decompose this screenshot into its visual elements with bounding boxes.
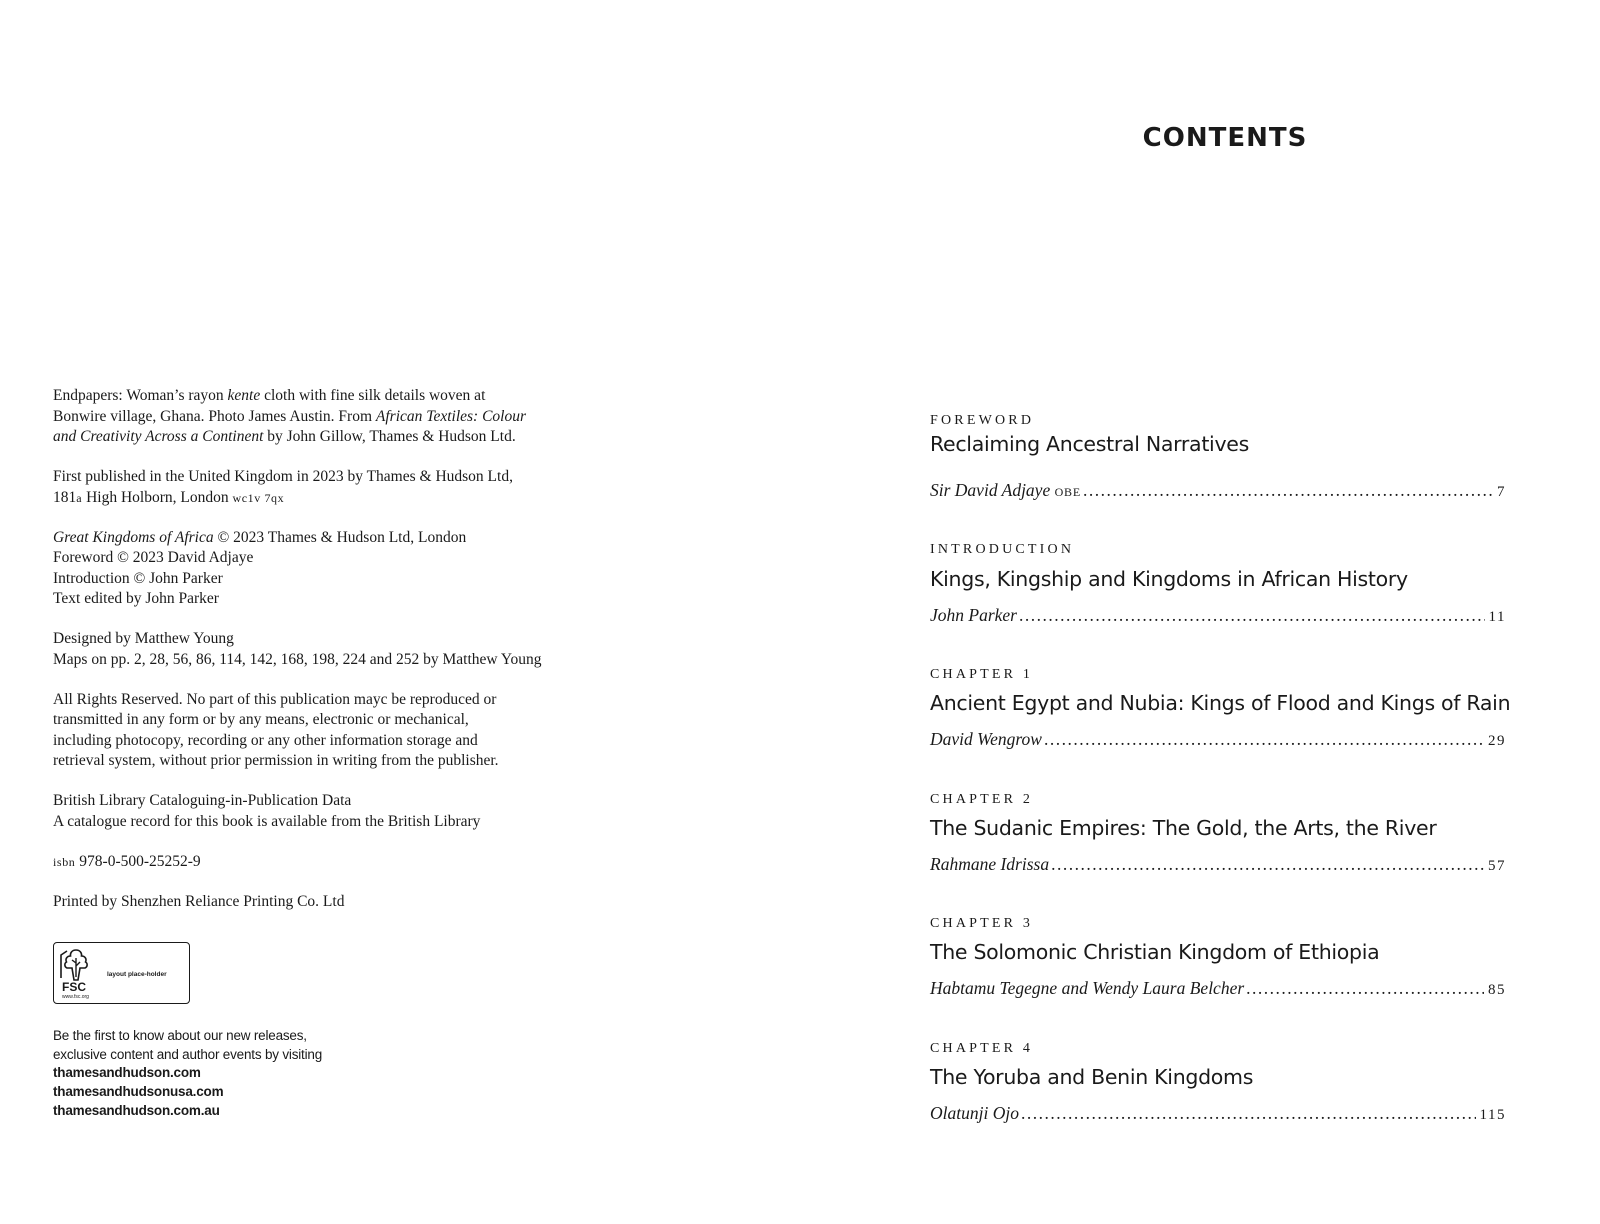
- printer-credit: [53, 892, 613, 913]
- page-number: 57: [1488, 858, 1506, 874]
- text-small-caps: a: [76, 490, 83, 505]
- page-number: 7: [1497, 484, 1506, 500]
- entry-title: Reclaiming Ancestral Narratives: [930, 432, 1249, 456]
- postcode: wc1v 7qx: [232, 490, 285, 505]
- dot-leader: [1044, 728, 1484, 750]
- entry-author-row: [930, 604, 1506, 628]
- text: by John Gillow, Thames & Hudson Ltd.: [263, 428, 516, 445]
- page-number: 29: [1488, 733, 1506, 749]
- text: © 2023 Thames & Hudson Ltd, London: [213, 528, 467, 546]
- entry-title: Ancient Egypt and Nubia: Kings of Flood and Kings of Rain: [930, 691, 1511, 715]
- contents-heading: CONTENTS: [1142, 123, 1308, 153]
- text: Bonwire village, Ghana. Photo James Austin. From: [53, 407, 376, 425]
- page-number: 115: [1479, 1107, 1506, 1123]
- copyright-block: [53, 528, 613, 610]
- dot-leader: [1083, 479, 1493, 501]
- text: retrieval system, without prior permission in writing from the publisher.: [53, 752, 499, 769]
- catalogue-data: [53, 791, 613, 832]
- text: Maps on pp. 2, 28, 56, 86, 114, 142, 168, 198, 224 and 252 by Matthew Young: [53, 650, 542, 668]
- text: Designed by Matthew Young: [53, 630, 234, 647]
- website-link[interactable]: thamesandhudson.com.au: [53, 1102, 220, 1118]
- isbn-label: isbn: [53, 854, 76, 869]
- website-link[interactable]: thamesandhudsonusa.com: [53, 1084, 224, 1100]
- toc-entry-chapter-3[interactable]: [930, 915, 1506, 1025]
- entry-title: The Solomonic Christian Kingdom of Ethiopia: [930, 940, 1380, 964]
- dot-leader: [1021, 1102, 1476, 1124]
- entry-label: FOREWORD: [930, 413, 1035, 428]
- text: British Library Cataloguing-in-Publication Data: [53, 792, 352, 809]
- website-link[interactable]: thamesandhudson.com: [53, 1065, 201, 1081]
- entry-label: INTRODUCTION: [930, 542, 1075, 557]
- fsc-placeholder-text: layout place-holder: [107, 971, 167, 978]
- toc-entry-chapter-1[interactable]: [930, 666, 1511, 776]
- text: Text edited by John Parker: [53, 590, 219, 607]
- text-italic: African Textiles: Colour: [375, 407, 527, 425]
- text: cloth with fine silk details woven at: [260, 387, 486, 404]
- fsc-url: www.fsc.org: [62, 994, 89, 1000]
- toc-entry-chapter-2[interactable]: [930, 791, 1506, 901]
- text-italic: kente: [227, 387, 261, 404]
- dot-leader: [1019, 604, 1485, 626]
- design-credits: [53, 629, 613, 670]
- author-name: Sir David Adjaye: [930, 480, 1055, 500]
- endpapers-credit: [53, 386, 613, 448]
- entry-author: John Parker: [930, 605, 1017, 625]
- rights-notice: [53, 690, 613, 772]
- entry-title: The Yoruba and Benin Kingdoms: [930, 1065, 1254, 1089]
- entry-label: CHAPTER 4: [930, 1041, 1034, 1056]
- entry-label: CHAPTER 1: [930, 667, 1034, 682]
- entry-author: Rahmane Idrissa: [930, 854, 1050, 874]
- publication-info: [53, 467, 613, 508]
- text: transmitted in any form or by any means, electronic or mechanical,: [53, 711, 469, 728]
- toc-entry-foreword[interactable]: [930, 412, 1506, 522]
- author-honour: OBE: [1054, 485, 1081, 499]
- entry-author: David Wengrow: [930, 729, 1042, 749]
- entry-author: Habtamu Tegegne and Wendy Laura Belcher: [930, 978, 1245, 998]
- text: including photocopy, recording or any other information storage and: [53, 731, 478, 749]
- text: Endpapers: Woman’s rayon: [53, 387, 228, 404]
- promo-block: [53, 1027, 322, 1121]
- fsc-tree-icon: [58, 947, 94, 981]
- entry-label: CHAPTER 3: [930, 916, 1034, 931]
- text: Foreword © 2023 David Adjaye: [53, 549, 254, 566]
- text: High Holborn, London: [82, 488, 233, 506]
- text: All Rights Reserved. No part of this publication mayc be reproduced or: [53, 690, 497, 708]
- isbn-number: 978-0-500-25252-9: [75, 852, 201, 870]
- promo-text: exclusive content and author events by visiting: [53, 1046, 323, 1062]
- toc-entry-chapter-4[interactable]: [930, 1040, 1506, 1150]
- entry-title: Kings, Kingship and Kingdoms in African History: [930, 567, 1408, 591]
- dot-leader: [1246, 977, 1484, 999]
- page-number: 11: [1488, 609, 1506, 625]
- text: First published in the United Kingdom in 2023 by Thames & Hudson Ltd,: [53, 468, 513, 485]
- text: Printed by Shenzhen Reliance Printing Co. Ltd: [53, 892, 345, 910]
- book-title: Great Kingdoms of Africa: [53, 528, 214, 546]
- fsc-wordmark: FSC: [62, 980, 86, 994]
- promo-text: Be the first to know about our new releases,: [53, 1028, 307, 1043]
- entry-author: Olatunji Ojo: [930, 1103, 1019, 1123]
- fsc-logo-placeholder: [53, 942, 190, 1004]
- entry-author-row: [930, 728, 1506, 752]
- text: 181: [53, 488, 77, 506]
- entry-author: [930, 479, 1081, 503]
- entry-author-row: [930, 1102, 1506, 1126]
- text: Introduction © John Parker: [53, 569, 223, 587]
- text-italic: and Creativity Across a Continent: [53, 428, 264, 445]
- entry-title: The Sudanic Empires: The Gold, the Arts, the River: [930, 816, 1437, 840]
- imprint-text: [53, 386, 613, 932]
- entry-label: CHAPTER 2: [930, 792, 1034, 807]
- isbn: [53, 852, 613, 873]
- dot-leader: [1051, 853, 1484, 875]
- page-number: 85: [1488, 982, 1506, 998]
- toc-entry-introduction[interactable]: [930, 541, 1506, 651]
- entry-author-row: [930, 479, 1506, 503]
- entry-author-row: [930, 977, 1506, 1001]
- entry-author-row: [930, 853, 1506, 877]
- text: A catalogue record for this book is available from the British Library: [53, 812, 481, 830]
